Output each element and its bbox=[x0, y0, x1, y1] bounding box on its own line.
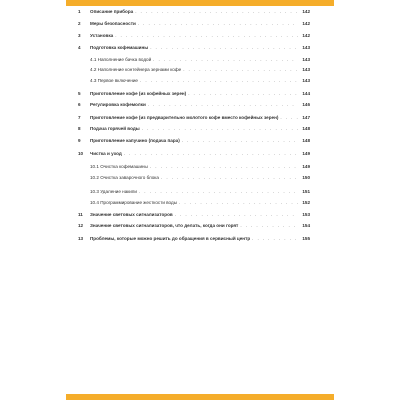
toc-entry-title: Подача горячей воды bbox=[90, 126, 140, 131]
toc-dot-leader bbox=[115, 32, 298, 40]
toc-entry-page: 149 bbox=[302, 164, 310, 169]
toc-dot-leader bbox=[183, 66, 298, 74]
toc-entry-page: 142 bbox=[302, 33, 310, 38]
toc-entry-title: Приготовление кофе (из кофейных зерен) bbox=[90, 91, 187, 96]
toc-entry-page: 152 bbox=[302, 200, 310, 205]
toc-entry-page: 142 bbox=[302, 21, 310, 26]
bottom-accent-bar bbox=[66, 394, 334, 400]
toc-entry-page: 149 bbox=[302, 151, 310, 156]
toc-entry[interactable] bbox=[78, 20, 310, 28]
toc-subentry[interactable] bbox=[78, 188, 310, 196]
toc-entry-page: 154 bbox=[302, 223, 310, 228]
toc-entry-title: Меры безопасности bbox=[90, 21, 136, 26]
toc-entry-title: 4.2 Наполнение контейнера зернами кофе bbox=[90, 67, 182, 72]
toc-dot-leader bbox=[161, 174, 298, 182]
toc-entry-title: 10.4 Программирование жесткости воды bbox=[90, 200, 177, 205]
toc-entry-title: Описание прибора bbox=[90, 9, 134, 14]
toc-entry-number: 11 bbox=[78, 212, 83, 217]
toc-entry-title: Регулировка кофемолки bbox=[90, 102, 146, 107]
toc-dot-leader bbox=[148, 101, 298, 109]
toc-entry-title: Установка bbox=[90, 33, 114, 38]
toc-entry-title: Проблемы, которые можно решить до обращения в сервисный центр bbox=[90, 236, 251, 241]
toc-entry-number: 8 bbox=[78, 126, 81, 131]
toc-dot-leader bbox=[150, 163, 298, 171]
toc-entry-title: Значение световых сигнализаторов bbox=[90, 212, 173, 217]
toc-subentry[interactable] bbox=[78, 56, 310, 64]
toc-entry-number: 2 bbox=[78, 21, 81, 26]
toc-entry-number: 6 bbox=[78, 102, 81, 107]
toc-entry-number: 9 bbox=[78, 138, 81, 143]
toc-entry-number: 12 bbox=[78, 223, 84, 228]
toc-dot-leader bbox=[135, 8, 298, 16]
toc-entry[interactable] bbox=[78, 211, 310, 219]
toc-dot-leader bbox=[188, 90, 298, 98]
toc-entry-title: Приготовление кофе (из предварительно молотого кофе вместо кофейных зерен) bbox=[90, 115, 279, 120]
toc-entry-title: Приготовление капучино (подача пара) bbox=[90, 138, 180, 143]
toc-subentry[interactable] bbox=[78, 174, 310, 182]
toc-entry-number: 1 bbox=[78, 9, 81, 14]
toc-entry-title: Подготовка кофемашины bbox=[90, 45, 149, 50]
toc-entry-page: 150 bbox=[302, 175, 310, 180]
toc-entry-title: Значение световых сигнализаторов, что делать, когда они горят bbox=[90, 223, 239, 228]
toc-entry[interactable] bbox=[78, 32, 310, 40]
toc-entry-title: 4.1 Наполнение бачка водой bbox=[90, 57, 152, 62]
toc-entry-number: 4 bbox=[78, 45, 81, 50]
toc-entry-title: 10.1 Очистка кофемашины bbox=[90, 164, 148, 169]
toc-entry[interactable] bbox=[78, 137, 310, 145]
toc-entry[interactable] bbox=[78, 125, 310, 133]
toc-dot-leader bbox=[179, 199, 298, 207]
toc-dot-leader bbox=[240, 222, 298, 230]
toc-entry[interactable] bbox=[78, 44, 310, 52]
toc-entry-page: 146 bbox=[302, 102, 310, 107]
toc-entry-page: 153 bbox=[302, 212, 310, 217]
toc-entry-title: 10.3 Удаление накипи bbox=[90, 189, 137, 194]
toc-entry-number: 7 bbox=[78, 115, 81, 120]
toc-entry-title: 4.3 Первое включение bbox=[90, 78, 138, 83]
toc-entry-title: 10.2 Очистка заварочного блока bbox=[90, 175, 159, 180]
toc-dot-leader bbox=[139, 188, 298, 196]
toc-entry-page: 144 bbox=[302, 91, 310, 96]
toc-dot-leader bbox=[142, 125, 298, 133]
toc-entry-page: 148 bbox=[302, 138, 310, 143]
toc-dot-leader bbox=[138, 20, 298, 28]
toc-dot-leader bbox=[153, 56, 298, 64]
toc-entry-page: 143 bbox=[302, 78, 310, 83]
toc-subentry[interactable] bbox=[78, 66, 310, 74]
toc-entry[interactable] bbox=[78, 101, 310, 109]
toc-entry-number: 3 bbox=[78, 33, 81, 38]
toc-entry-page: 148 bbox=[302, 126, 310, 131]
toc-dot-leader bbox=[182, 137, 298, 145]
top-accent-bar bbox=[66, 0, 334, 6]
toc-entry[interactable] bbox=[78, 235, 310, 243]
toc-dot-leader bbox=[175, 211, 298, 219]
toc-entry[interactable] bbox=[78, 8, 310, 16]
toc-entry-page: 155 bbox=[302, 236, 310, 241]
toc-entry-page: 143 bbox=[302, 67, 310, 72]
toc-entry-title: Чистка и уход bbox=[90, 151, 122, 156]
toc-subentry[interactable] bbox=[78, 77, 310, 85]
toc-subentry[interactable] bbox=[78, 199, 310, 207]
toc-entry-page: 143 bbox=[302, 45, 310, 50]
toc-entry[interactable] bbox=[78, 150, 310, 158]
toc-entry-number: 5 bbox=[78, 91, 81, 96]
toc-entry[interactable] bbox=[78, 90, 310, 98]
toc-dot-leader bbox=[140, 77, 298, 85]
toc-entry-number: 10 bbox=[78, 151, 84, 156]
toc-entry-page: 143 bbox=[302, 57, 310, 62]
toc-subentry[interactable] bbox=[78, 163, 310, 171]
toc-dot-leader bbox=[252, 235, 298, 243]
toc-dot-leader bbox=[150, 44, 298, 52]
toc-entry-number: 13 bbox=[78, 236, 84, 241]
toc-entry-page: 142 bbox=[302, 9, 310, 14]
toc-dot-leader bbox=[124, 150, 298, 158]
toc-dot-leader bbox=[280, 114, 298, 122]
toc-entry-page: 147 bbox=[302, 115, 310, 120]
toc-entry-page: 151 bbox=[302, 189, 310, 194]
toc-entry[interactable] bbox=[78, 222, 310, 230]
toc-entry[interactable] bbox=[78, 114, 310, 122]
